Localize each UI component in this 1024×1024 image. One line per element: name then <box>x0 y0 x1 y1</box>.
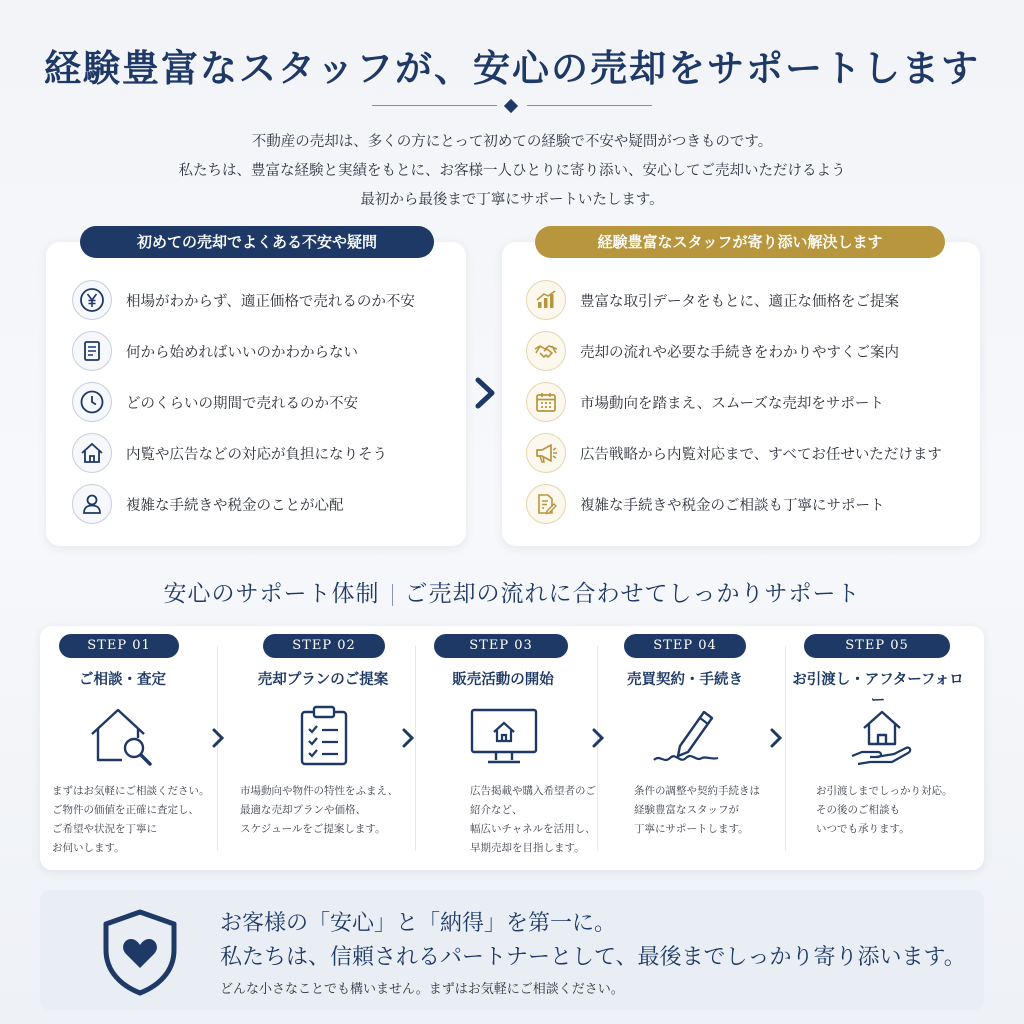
step-card <box>40 626 218 870</box>
clock-icon <box>72 382 112 422</box>
document-pen-icon <box>526 484 566 524</box>
step-title: 売買契約・手続き <box>627 672 743 688</box>
concern-item <box>72 280 415 320</box>
document-icon <box>72 331 112 371</box>
concern-item <box>72 331 358 371</box>
concern-text: 何から始めればいいのかわからない <box>126 344 358 361</box>
step-desc-line: 幅広いチャネルを活用し、 <box>470 823 596 835</box>
step-desc-line: 市場動向や物件の特性をふまえ、 <box>240 785 399 797</box>
step-divider <box>415 646 416 851</box>
support-title-left: 安心のサポート体制 <box>163 581 380 607</box>
step-desc-line: 条件の調整や契約手続きは <box>634 785 760 797</box>
person-icon <box>72 484 112 524</box>
bar-chart-icon <box>526 280 566 320</box>
pen-signature-icon <box>650 704 722 768</box>
step-desc-line: 最適な売却プランや価格、 <box>240 804 366 816</box>
step-desc-line: 広告掲載や購入希望者のご紹介など、 <box>470 785 596 816</box>
step-description <box>816 782 953 839</box>
concern-item <box>72 484 344 524</box>
steps-panel <box>40 626 984 870</box>
banner-note: どんな小さなことでも構いません。まずはお気軽にご相談ください。 <box>220 982 624 997</box>
megaphone-icon <box>526 433 566 473</box>
house-search-icon <box>86 704 158 768</box>
step-description <box>52 782 210 858</box>
intro-line-1: 不動産の売却は、多くの方にとって初めての経験で不安や疑問がつきものです。 <box>251 134 773 150</box>
solution-item <box>526 280 899 320</box>
step-title: 売却プランのご提案 <box>257 672 389 688</box>
support-heading <box>0 575 1024 608</box>
step-description <box>634 782 760 839</box>
solution-item <box>526 484 885 524</box>
step-desc-line: ご物件の価値を正確に査定し、 <box>52 804 199 816</box>
step-desc-line: いつでも承ります。 <box>816 823 910 835</box>
step-description <box>470 782 606 858</box>
solution-text: 広告戦略から内覧対応まで、すべてお任せいただけます <box>580 446 942 463</box>
title-separator <box>392 584 393 606</box>
banner-subheadline: 私たちは、信頼されるパートナーとして、最後までしっかり寄り添います。 <box>220 945 966 970</box>
step-label: STEP 05 <box>804 634 950 658</box>
step-title: お引渡し・アフターフォロー <box>792 672 964 709</box>
solutions-title: 経験豊富なスタッフが寄り添い解決します <box>535 226 945 258</box>
step-desc-line: お引渡しまでしっかり対応。 <box>816 785 953 797</box>
chevron-right-icon <box>769 727 783 749</box>
step-desc-line: その後のご相談も <box>816 804 900 816</box>
step-label: STEP 03 <box>434 634 568 658</box>
chevron-right-icon <box>472 377 498 409</box>
step-desc-line: 経験豊富なスタッフが <box>634 804 739 816</box>
step-label: STEP 04 <box>624 634 746 658</box>
concern-item <box>72 382 358 422</box>
step-card <box>786 626 984 870</box>
step-desc-line: 早期売却を目指します。 <box>470 842 585 854</box>
step-desc-line: まずはお気軽にご相談ください。 <box>52 785 210 797</box>
intro-line-3: 最初から最後まで丁寧にサポートいたします。 <box>360 192 664 208</box>
step-description <box>240 782 398 839</box>
solution-item <box>526 331 899 371</box>
calendar-icon <box>526 382 566 422</box>
chevron-right-icon <box>591 727 605 749</box>
step-card <box>230 626 416 870</box>
shield-heart-icon <box>98 908 182 996</box>
solution-text: 市場動向を踏まえ、スムーズな売却をサポート <box>580 395 884 412</box>
banner-headline: お客様の「安心」と「納得」を第一に。 <box>220 911 617 936</box>
step-desc-line: 丁寧にサポートします。 <box>634 823 749 835</box>
concern-text: 相場がわからず、適正価格で売れるのか不安 <box>126 293 415 310</box>
solution-text: 複雑な手続きや税金のご相談も丁寧にサポート <box>580 497 885 514</box>
hand-house-icon <box>848 704 920 768</box>
chevron-right-icon <box>211 727 225 749</box>
step-label: STEP 02 <box>263 634 385 658</box>
support-title-right: ご売却の流れに合わせてしっかりサポート <box>404 581 861 607</box>
solution-text: 豊富な取引データをもとに、適正な価格をご提案 <box>580 293 899 310</box>
monitor-house-icon <box>468 704 540 768</box>
step-desc-line: お伺いします。 <box>52 842 125 854</box>
clipboard-checklist-icon <box>296 704 352 768</box>
step-desc-line: スケジュールをご提案します。 <box>240 823 386 835</box>
intro-line-2: 私たちは、豊富な経験と実績をもとに、お客様一人ひとりに寄り添い、安心してご売却いただけるよう <box>178 163 846 179</box>
concern-text: 内覧や広告などの対応が負担になりそう <box>126 446 387 463</box>
chevron-right-icon <box>401 727 415 749</box>
step-title: ご相談・査定 <box>79 672 166 688</box>
concern-text: 複雑な手続きや税金のことが心配 <box>126 497 344 514</box>
solution-item <box>526 433 942 473</box>
house-icon <box>72 433 112 473</box>
solution-text: 売却の流れや必要な手続きをわかりやすくご案内 <box>580 344 899 361</box>
title-divider <box>372 100 652 112</box>
step-card <box>610 626 786 870</box>
step-desc-line: ご希望や状況を丁寧に <box>52 823 157 835</box>
step-title: 販売活動の開始 <box>452 672 554 688</box>
yen-coin-icon <box>72 280 112 320</box>
trust-banner <box>40 890 984 1010</box>
solution-item <box>526 382 884 422</box>
step-label: STEP 01 <box>59 634 179 658</box>
step-card <box>420 626 606 870</box>
concern-text: どのくらいの期間で売れるのか不安 <box>126 395 358 412</box>
concern-item <box>72 433 387 473</box>
handshake-icon <box>526 331 566 371</box>
page-title: 経験豊富なスタッフが、安心の売却をサポートします <box>44 46 980 90</box>
concerns-title: 初めての売却でよくある不安や疑問 <box>80 226 434 258</box>
intro-text <box>0 128 1024 215</box>
